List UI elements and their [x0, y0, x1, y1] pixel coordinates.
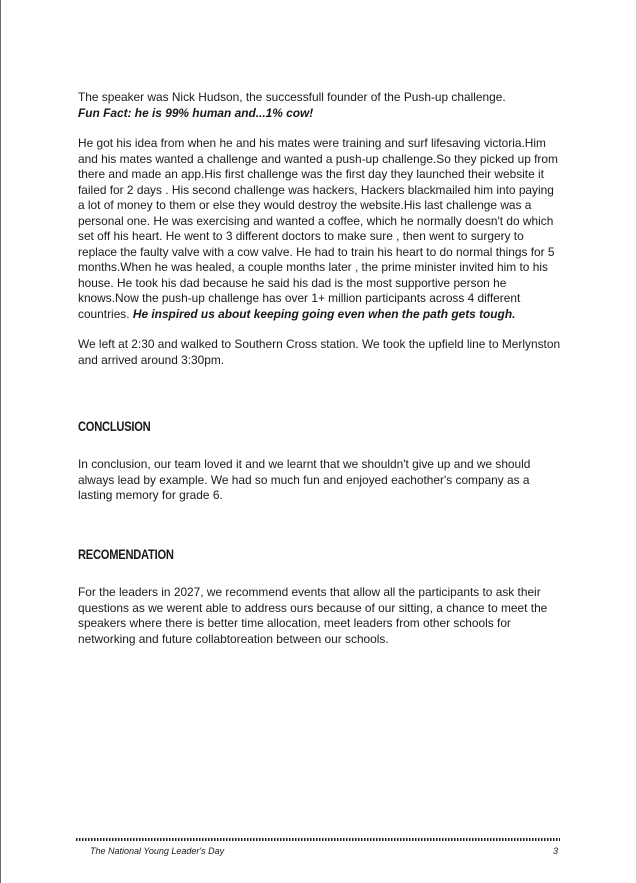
story-emphasis: He inspired us about keeping going even when the path gets tough. [132, 306, 516, 321]
recommendation-paragraph: For the leaders in 2027, we recommend events that allow all the participants to ask their questions as we werent able to address ours because of our sitting, a chance to meet the speakers where there is better time allocation, meet leaders from other schools for networking and future collabtoreation between our schools. [78, 585, 548, 646]
recommendation-heading: RECOMENDATION [78, 547, 174, 562]
page-number: 3 [553, 846, 559, 856]
conclusion-heading: CONCLUSION [78, 419, 151, 434]
speaker-line: The speaker was Nick Hudson, the successfull founder of the Push-up challenge. [78, 90, 506, 104]
fun-fact: Fun Fact: he is 99% human and...1% cow! [78, 105, 314, 120]
conclusion-paragraph: In conclusion, our team loved it and we learnt that we shouldn't give up and we should always lead by example. We had so much fun and enjoyed eachother's company as a lasting memory for grade 6. [78, 457, 531, 502]
footer-title: The National Young Leader's Day [90, 846, 225, 856]
departure-paragraph: We left at 2:30 and walked to Southern Cross station. We took the upfield line to Merlynston and arrived around 3:30pm. [78, 337, 561, 367]
story-text: He got his idea from when he and his mates were training and surf lifesaving victoria.Him and his mates wanted a challenge and wanted a push-up challenge.So they picked up from there and made an app.His first challenge was the first day they launched their website it failed for 2 days . His second challenge was hackers, Hackers blackmailed him into paying a lot of money to them or else they would destroy the website.His last challenge was a personal one. He was exercising and wanted a coffee, which he normally doesn't do which set off his heart. He went to 3 different doctors to make sure , then went to surgery to replace the faulty valve with a cow valve. He had to train his heart to do normal things for 5 months.When he was healed, a couple months later , the prime minister invited him to his house. He took his dad because he said his dad is the most supportive person he knows.Now the push-up challenge has over 1+ million participants across 4 different countries. [78, 136, 558, 321]
page-edge-left [0, 0, 1, 883]
footer-divider [76, 838, 560, 841]
body-text [78, 90, 562, 368]
story-paragraph [78, 136, 562, 322]
